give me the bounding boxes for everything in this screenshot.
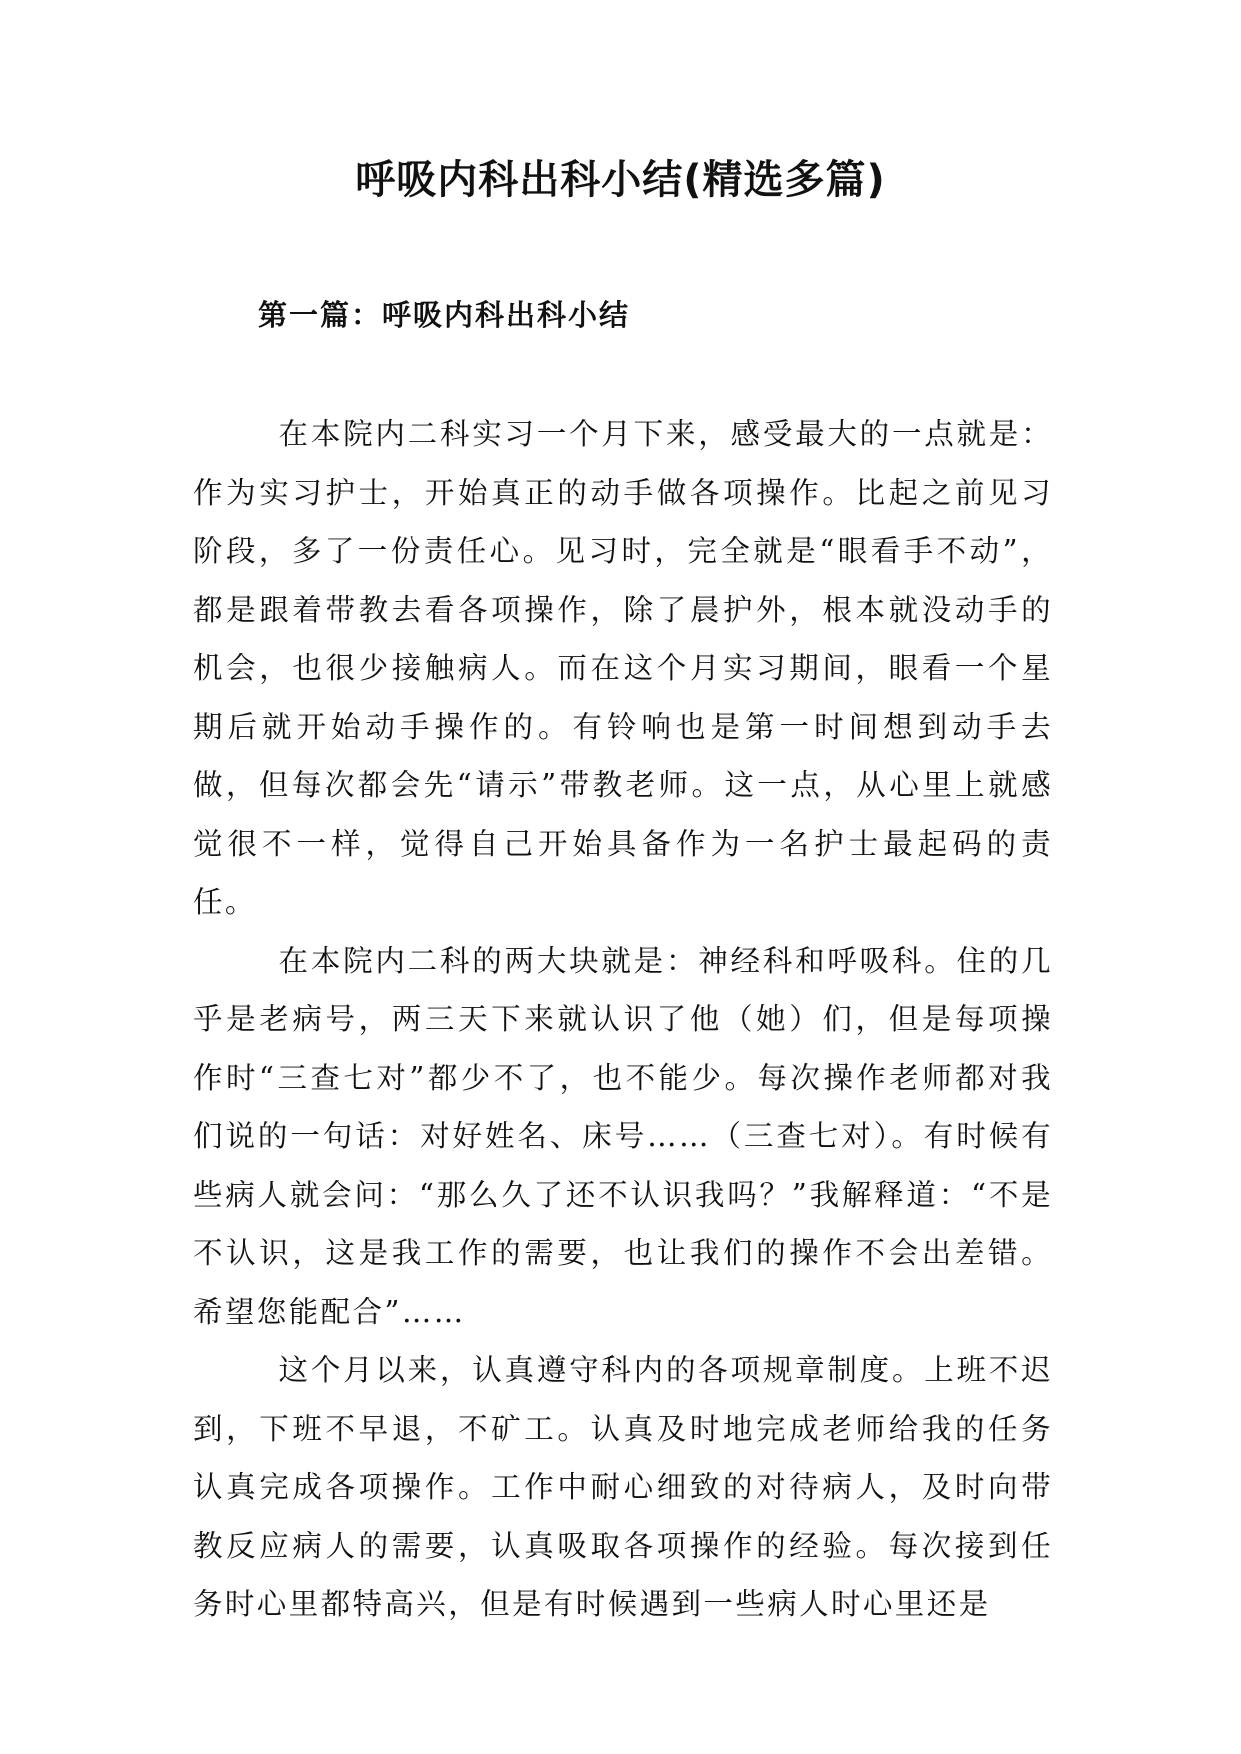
body-text (193, 405, 1053, 1634)
paragraph: 这个月以来，认真遵守科内的各项规章制度。上班不迟到，下班不早退，不矿工。认真及时地完成老师给我的任务认真完成各项操作。工作中耐心细致的对待病人，及时向带教反应病人的需要，认真吸取各项操作的经验。每次接到任务时心里都特高兴，但是有时候遇到一些病人时心里还是 (193, 1353, 1053, 1621)
paragraph: 在本院内二科实习一个月下来，感受最大的一点就是：作为实习护士，开始真正的动手做各项操作。比起之前见习阶段，多了一份责任心。见习时，完全就是“眼看手不动”，都是跟着带教去看各项操作，除了晨护外，根本就没动手的机会，也很少接触病人。而在这个月实习期间，眼看一个星期后就开始动手操作的。有铃响也是第一时间想到动手去做，但每次都会先“请示”带教老师。这一点，从心里上就感觉很不一样，觉得自己开始具备作为一名护士最起码的责任。 (193, 417, 1053, 919)
paragraph: 在本院内二科的两大块就是：神经科和呼吸科。住的几乎是老病号，两三天下来就认识了他（她）们，但是每项操作时“三查七对”都少不了，也不能少。每次操作老师都对我们说的一句话：对好姓名、床号……（三查七对）。有时候有些病人就会问：“那么久了还不认识我吗？”我解释道：“不是不认识，这是我工作的需要，也让我们的操作不会出差错。希望您能配合”…… (193, 943, 1053, 1329)
document-title: 呼吸内科出科小结(精选多篇) (355, 157, 886, 203)
section-heading: 第一篇：呼吸内科出科小结 (258, 298, 631, 332)
